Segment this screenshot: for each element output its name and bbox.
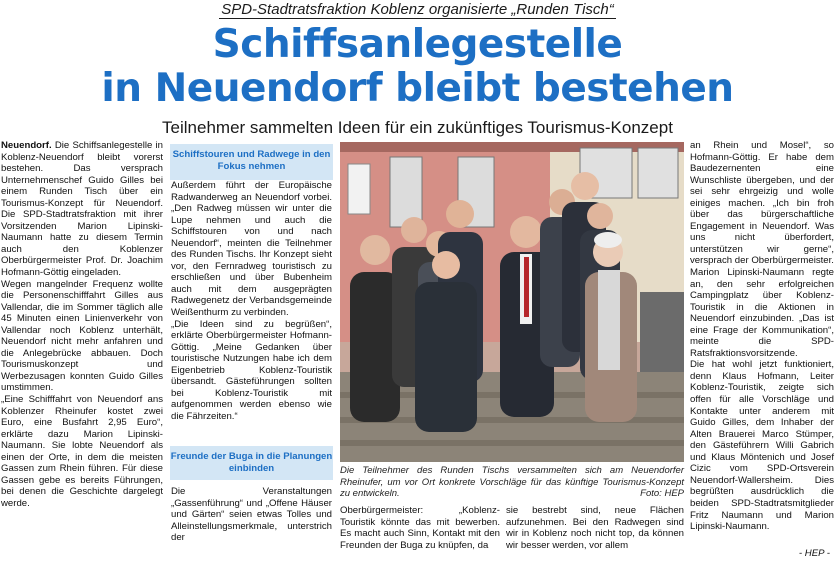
column-4 xyxy=(690,140,834,533)
col3-paragraph: Oberbürgermeister: „Koblenz-Touristik könnte das mit bewerben. Es macht auch Sinn, Kontakt mit den Freunden der Buga zu knüpfen, da xyxy=(340,505,500,551)
column-3b xyxy=(506,505,684,551)
kicker: SPD-Stadtratsfraktion Koblenz organisierte „Runden Tisch“ xyxy=(221,1,614,18)
col2-paragraph-1: Außerdem führt der Europäische Radwanderweg an Neuendorf vorbei. „Den Radweg müssen wir unter die Lupe nehmen und auch die Schiffstouren von und nach Neuendorf“, meinten die Teilnehmer des Runden Tischs. Ihr Konzept sieht vor, den Fernradweg touristisch zu erschließen und über Bubenheim auch mit dem ausgeprägten Radwegenetz der Verbandsgemeinde Weißenthurm zu verbinden. xyxy=(171,180,332,319)
col1-paragraph-1: Die Schiffsanlegestelle in Koblenz-Neuendorf bleibt vorerst bestehen. Das versprach Unternehmenschef Guido Gilles bei einem Runden Tisch über ein Tourismus-Konzept für Neuendorf. Die SPD-Stadtratsfraktion mit ihrer Vorsitzenden Marion Lipinski-Naumann hatte zu diesem Termin auch den Koblenzer Oberbürgermeister Prof. Dr. Joachim Hofmann-Göttig eingeladen. xyxy=(1,140,163,279)
photo-credit: Foto: HEP xyxy=(640,488,684,499)
col2-paragraph-2: „Die Ideen sind zu begrüßen“, erklärte Oberbürgermeister Hofmann-Göttig. „Meine Gedanken über touristische Nutzungen habe ich dem Eigenbetrieb Koblenz-Touristik übersandt. Gästeführungen sollten bei Koblenz-Touristik mit aufgenommen werden ebenso wie die Fährzeiten.“ xyxy=(171,318,332,422)
col4-paragraph-1: an Rhein und Mosel“, so Hofmann-Göttig. Er habe dem Baudezernenten eine Wunschliste übergeben, und der sei sehr ehrgeizig und wolle einiges machen. „Ich bin froh über das bürgerschaftliche Engagement in Neuendorf. Was uns nicht überfordert, unterstützen wir gerne“, versprach der Oberbürgermeister. xyxy=(690,140,834,267)
subheading-box-1 xyxy=(170,144,333,180)
group-photo xyxy=(340,142,684,462)
subheading-1: Schiffstouren und Radwege in den Fokus nehmen xyxy=(172,149,331,172)
col4-paragraph-3: Die hat wohl jetzt funktioniert, denn Klaus Hofmann, Leiter Koblenz-Touristik, zeigte sich offen für alle Vorschläge und Kontakte unter anderem mit Guido Gilles, dem Inhaber der Alten Brauerei Marco Stümper, den Gästeführern Willi Gabrich und Klaus Möntenich und Josef Cizic vom SPD-Ortsverein Neuendorf-Wallersheim. Dies begrüßten ausdrücklich die beiden SPD-Stadtratsmitglieder Fritz Naumann und Marion Lipinski-Naumann. xyxy=(690,359,834,533)
caption-text: Die Teilnehmer des Runden Tischs versammelten sich am Neuendorfer Rheinufer, um vor Ort konkrete Vorschläge für das künftige Tourismus-Konzept zu entwickeln. xyxy=(340,465,684,499)
col1-paragraph-2: Wegen mangelnder Frequenz wollte die Personenschifffahrt Gilles aus Vallendar, die im Sommer täglich alle 45 Minuten einen Linienverkehr von Vallendar noch Koblenz unterhält, Neuendorf nicht mehr anfahren und die Anlegebrücke abbauen. Doch Tourismuskonzept und Werbezusagen konnten Guido Gilles umstimmen. xyxy=(1,278,163,394)
subheading-2: Freunde der Buga in die Planungen einbinden xyxy=(170,451,333,474)
col2-paragraph-3: Die Veranstaltungen „Gassenführung“ und „Offene Häuser und Gärten“ seien etwas Tolles und Alleinstellungsmerkmale, unterstrich der xyxy=(171,486,332,544)
col1-paragraph-3: „Eine Schifffahrt von Neuendorf ans Koblenzer Rheinufer kostet zwei Euro, eine Busfahrt 2,95 Euro“, erklärte dazu Marion Lipinski-Naumann. Sie lobte Neuendorf als einen der Orte, in dem die meisten Gassen zum Rhein führen. Für diese Gassen gebe es bereits Führungen, bei denen die Geschichte dargelegt werde. xyxy=(1,394,163,509)
column-2-continued xyxy=(171,486,332,544)
headline-line-1: Schiffsanlegestelle xyxy=(212,22,623,67)
column-1 xyxy=(1,140,163,510)
photo-caption xyxy=(340,465,684,500)
col4-paragraph-2: Marion Lipinski-Naumann regte an, den sehr erfolgreichen Campingplatz über Koblenz-Touristik in die Aktionen in Neuendorf einzubinden. „Das ist eine Frage der Kommunikation“, meinte die SPD-Ratsfraktionsvorsitzende. xyxy=(690,267,834,359)
column-3 xyxy=(340,505,500,551)
author-signature: - HEP - xyxy=(798,548,830,559)
col3b-paragraph: sie bestrebt sind, neue Flächen aufzunehmen. Bei den Radwegen sind wir in Koblenz noch nicht top, da können wir besser werden, vor allem xyxy=(506,505,684,551)
dateline: Neuendorf. xyxy=(1,140,52,151)
headline-line-2: in Neuendorf bleibt bestehen xyxy=(101,66,734,111)
subheadline: Teilnehmer sammelten Ideen für ein zukünftiges Tourismus-Konzept xyxy=(162,118,673,137)
column-2 xyxy=(171,180,332,422)
subheading-box-2 xyxy=(170,446,333,480)
